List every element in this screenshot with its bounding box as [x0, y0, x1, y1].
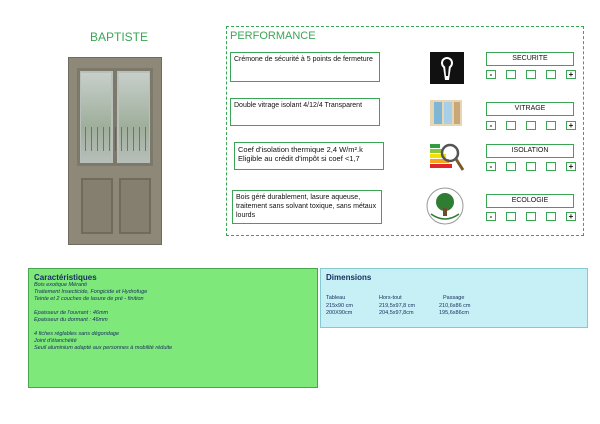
rating-square [526, 121, 536, 130]
characteristic-line [34, 303, 312, 310]
rating-label-glazing: VITRAGE [486, 102, 574, 116]
characteristic-line: Epaisseur de l'ouvrant : 46mm [34, 310, 109, 316]
characteristics-list [34, 282, 312, 352]
rating-square [506, 70, 516, 79]
rating-plus: + [566, 121, 576, 130]
dimensions-title: Dimensions [326, 273, 372, 282]
characteristic-line: Bois exotique Méranti [34, 282, 87, 288]
glazing-icon [428, 96, 464, 130]
door-panel-right [119, 178, 151, 234]
feature-insulation-text: Coef d'isolation thermique 2,4 W/m².k Eligible au crédit d'impôt si coef <1,7 [234, 142, 384, 170]
characteristic-line: Seuil aluminium adapté aux personnes à mobilité réduite [34, 345, 173, 351]
rating-minus: - [486, 162, 496, 171]
rating-label-ecology: ECOLOGIE [486, 194, 574, 208]
rating-square [526, 212, 536, 221]
performance-title: PERFORMANCE [230, 30, 316, 42]
wrought-iron-grille [80, 127, 150, 151]
rating-plus: + [566, 162, 576, 171]
rating-square [526, 70, 536, 79]
feature-security-text: Crémone de sécurité à 5 points de fermeture [230, 52, 380, 82]
characteristic-line: 4 fiches réglables sans dégondage [34, 331, 120, 337]
characteristic-line: Joint d'étanchéité [34, 338, 77, 344]
product-name: BAPTISTE [90, 30, 149, 44]
dim-cell: 195,6x86cm [439, 310, 469, 316]
rating-square [546, 162, 556, 171]
dim-cell: 200X90cm [326, 310, 353, 316]
dimensions-box [320, 268, 588, 328]
characteristic-line [34, 324, 312, 331]
characteristic-line: Teinte et 2 couches de lasure de pré - finition [34, 296, 144, 302]
rating-minus: - [486, 212, 496, 221]
characteristic-line: Epaisseur du dormant : 46mm [34, 317, 108, 323]
rating-minus: - [486, 121, 496, 130]
feature-ecology-text: Bois géré durablement, lasure aqueuse, traitement sans solvant toxique, sans métaux lourds [232, 190, 382, 224]
characteristics-box [28, 268, 318, 388]
rating-square [546, 212, 556, 221]
characteristic-line: Traitement Insecticide, Fongicide et Hydrofuge [34, 289, 148, 295]
eco-tree-icon [424, 186, 466, 226]
dim-cell: 219,5x97,8 cm [379, 303, 416, 309]
rating-square [506, 162, 516, 171]
rating-label-security: SECURITE [486, 52, 574, 66]
rating-plus: + [566, 70, 576, 79]
dim-header-passage: Passage [443, 295, 465, 301]
rating-label-insulation: ISOLATION [486, 144, 574, 158]
door-glass [77, 68, 153, 166]
dim-cell: 215x90 cm [326, 303, 353, 309]
rating-square [506, 212, 516, 221]
rating-square [526, 162, 536, 171]
dim-cell: 210,6x86 cm [439, 303, 471, 309]
rating-square [506, 121, 516, 130]
door-image [68, 57, 162, 245]
dim-header-tableau: Tableau [326, 295, 346, 301]
dim-cell: 204,5x97,8cm [379, 310, 414, 316]
rating-minus: - [486, 70, 496, 79]
energy-label-icon [428, 140, 466, 174]
keyhole-icon [430, 52, 464, 84]
feature-glazing-text: Double vitrage isolant 4/12/4 Transparent [230, 98, 380, 126]
door-panel-left [81, 178, 113, 234]
rating-plus: + [566, 212, 576, 221]
rating-square [546, 70, 556, 79]
characteristics-title: Caractéristiques [34, 273, 97, 282]
rating-square [546, 121, 556, 130]
dim-header-hors-tout: Hors-tout [379, 295, 402, 301]
